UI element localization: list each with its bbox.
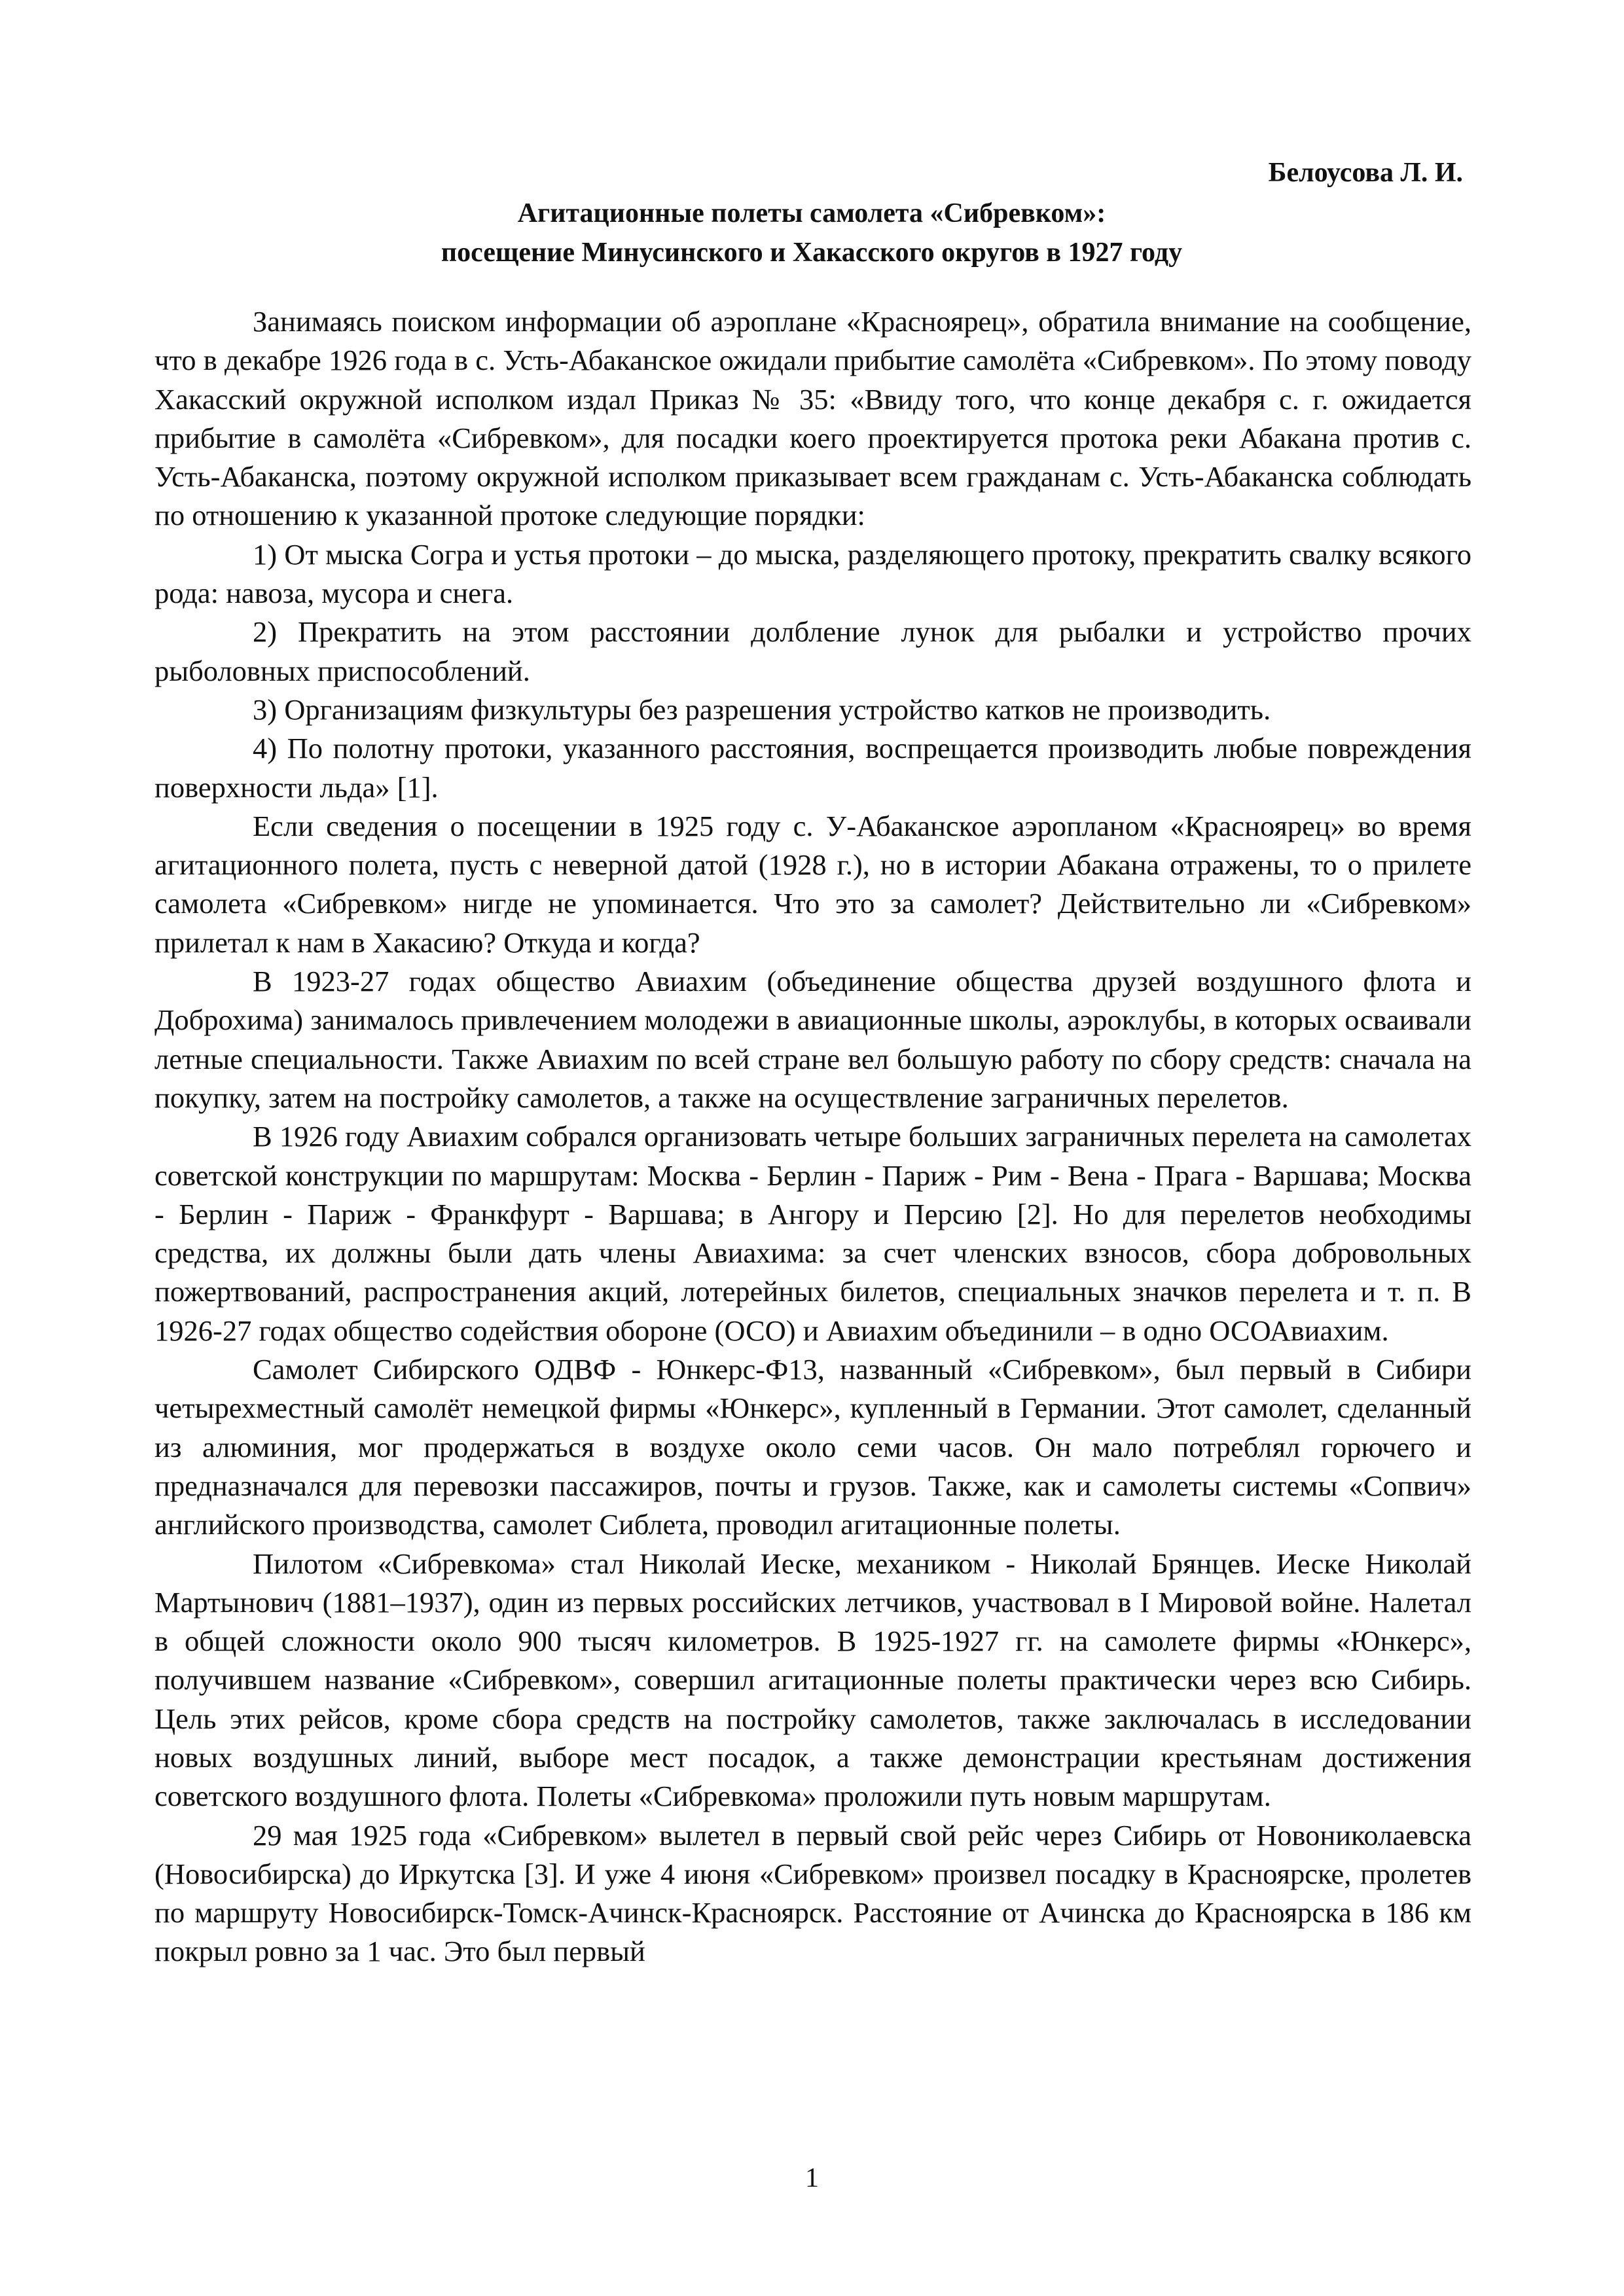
paragraph: Пилотом «Сибревкома» стал Николай Иеске, механиком - Николай Брянцев. Иеске Николай Мартынович (1881–1937), один из первых российских летчиков, участвовал в I Мировой войне. Налетал в общей сложности около 900 тысяч километров. В 1925-1927 гг. на самолете фирмы «Юнкерс», получившем название «Сибревком», совершил агитационные полеты практически через всю Сибирь. Цель этих рейсов, кроме сбора средств на постройку самолетов, также заключалась в исследовании новых воздушных линий, выборе мест посадок, а также демонстрации крестьянам достижения советского воздушного флота. Полеты «Сибревкома» проложили путь новым маршрутам.	[154, 1547, 1471, 1813]
paragraph: В 1923-27 годах общество Авиахим (объединение общества друзей воздушного флота и Доброхима) занималось привлечением молодежи в авиационные школы, аэроклубы, в которых осваивали летные специальности. Также Авиахим по всей стране вел большую работу по сбору средств: сначала на покупку, затем на постройку самолетов, а также на осуществление заграничных перелетов.	[154, 965, 1471, 1114]
author-name: Белоусова Л. И.	[1268, 158, 1463, 188]
order-item: 1) От мыска Согра и устья протоки – до мыска, разделяющего протоку, прекратить свалку всякого рода: навоза, мусора и снега.	[154, 537, 1471, 610]
title-line-1: Агитационные полеты самолета «Сибревком»:	[517, 198, 1106, 228]
paragraph: В 1926 году Авиахим собрался организовать четыре больших заграничных перелета на самолетах советской конструкции по маршрутам: Москва - Берлин - Париж - Рим - Вена - Прага - Варшава; Москва - Берлин - Париж - Франкфурт - Варшава; в Ангору и Персию [2]. Но для перелетов необходимы средства, их должны были дать члены Авиахима: за счет членских взносов, сбора добровольных пожертвований, распространения акций, лотерейных билетов, специальных значков перелета и т. п. В 1926-27 годах общество содействия обороне (ОСО) и Авиахим объединили – в одно ОСОАвиахим.	[154, 1120, 1471, 1347]
order-item: 3) Организациям физкультуры без разрешения устройство катков не производить.	[253, 692, 1271, 726]
paragraph: 29 мая 1925 года «Сибревком» вылетел в первый свой рейс через Сибирь от Новониколаевска (Новосибирска) до Иркутска [3]. И уже 4 июня «Сибревком» произвел посадку в Красноярске, пролетев по маршруту Новосибирск-Томск-Ачинск-Красноярск. Расстояние от Ачинска до Красноярска в 186 км покрыл ровно за 1 час. Это был первый	[154, 1818, 1471, 1968]
order-item: 4) По полотну протоки, указанного расстояния, воспрещается производить любые повреждения поверхности льда» [1].	[154, 732, 1471, 804]
paragraph: Занимаясь поиском информации об аэроплане «Красноярец», обратила внимание на сообщение, что в декабре 1926 года в с. Усть-Абаканское ожидали прибытие самолёта «Сибревком». По этому поводу Хакасский окружной исполком издал Приказ № 35: «Ввиду того, что конце декабря с. г. ожидается прибытие в самолёта «Сибревком», для посадки коего проектируется протока реки Абакана против с. Усть-Абаканска, поэтому окружной исполком приказывает всем гражданам с. Усть-Абаканска соблюдать по отношению к указанной протоке следующие порядки:	[154, 305, 1471, 532]
order-item: 2) Прекратить на этом расстоянии долбление лунок для рыбалки и устройство прочих рыболовных приспособлений.	[154, 615, 1471, 687]
paragraph: Самолет Сибирского ОДВФ - Юнкерс-Ф13, названный «Сибревком», был первый в Сибири четырехместный самолёт немецкой фирмы «Юнкерс», купленный в Германии. Этот самолет, сделанный из алюминия, мог продержаться в воздухе около семи часов. Он мало потреблял горючего и предназначался для перевозки пассажиров, почты и грузов. Также, как и самолеты системы «Сопвич» английского производства, самолет Сиблета, проводил агитационные полеты.	[154, 1353, 1471, 1541]
page-number: 1	[805, 2163, 819, 2193]
paragraph: Если сведения о посещении в 1925 году с. У-Абаканское аэропланом «Красноярец» во время агитационного полета, пусть с неверной датой (1928 г.), но в истории Абакана отражены, то о прилете самолета «Сибревком» нигде не упоминается. Что это за самолет? Действительно ли «Сибревком» прилетал к нам в Хакасию? Откуда и когда?	[154, 809, 1471, 959]
article-title	[151, 194, 1473, 272]
article-body	[154, 302, 1471, 1971]
title-line-2: посещение Минусинского и Хакасского округов в 1927 году	[441, 238, 1183, 268]
